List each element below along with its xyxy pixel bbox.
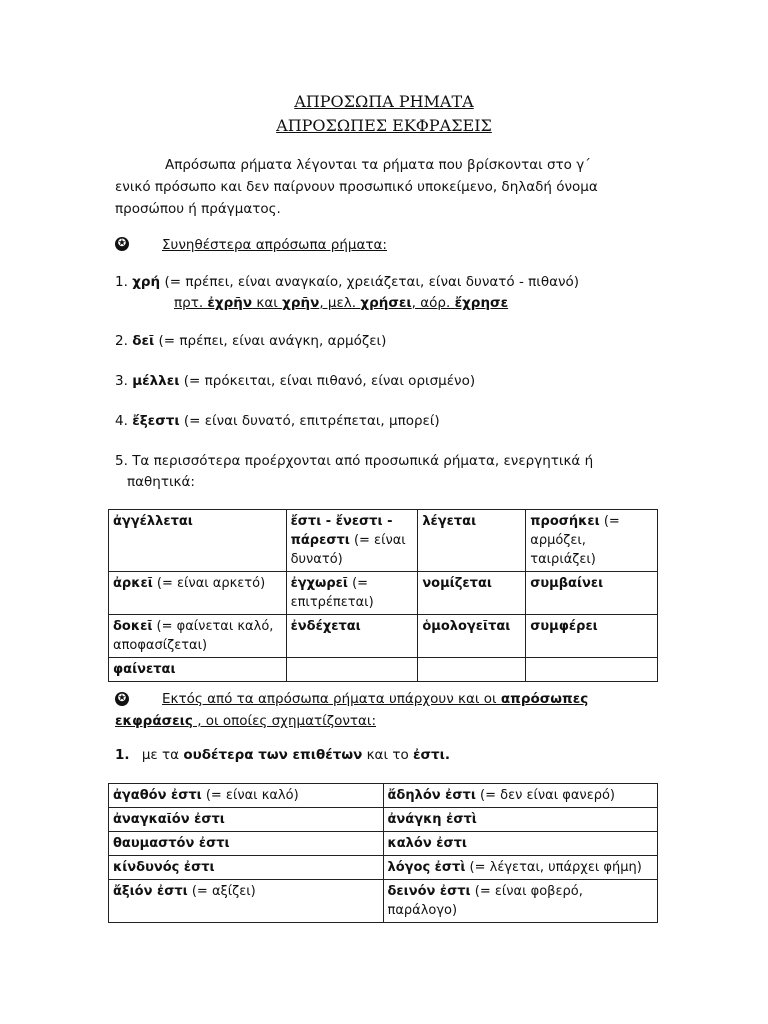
list-item [115,271,675,293]
item-term: ἐστι. [413,747,451,763]
section-heading-text: Συνηθέστερα απρόσωπα ρήματα: [162,237,387,253]
table-cell [286,658,418,682]
impersonal-verbs-table [108,509,658,682]
table-row [109,880,658,923]
expression-term: καλόν ἐστι [387,836,467,851]
expression-term: λόγος ἐστὶ [387,860,466,875]
heading-text: , οι οποίες σχηματίζονται: [192,713,377,729]
table-cell [109,880,384,923]
table-cell [383,808,658,832]
verb-gloss: (= είναι δυνατό, επιτρέπεται, μπορεί) [179,413,440,429]
verb-gloss: (= πρόκειται, είναι πιθανό, είναι ορισμένο) [179,373,476,389]
item-number: 2. [115,333,128,349]
intro-paragraph [115,154,655,220]
expression-gloss: (= είναι καλό) [201,788,299,803]
impersonal-expressions-table [108,783,658,923]
expression-term: ἀνάγκη ἐστὶ [387,812,477,827]
item-text: και το [362,747,413,763]
table-cell [383,880,658,923]
item-text: με τα [141,747,184,763]
heading-term: εκφράσεις [115,713,193,729]
table-cell [383,832,658,856]
verb-term: ὁμολογεῖται [422,619,511,634]
verb-term: ἔξεστι [132,413,180,429]
section-heading-text [115,688,655,710]
verb-form: ἐχρῆν [207,295,253,311]
verb-form: χρῆν [282,295,320,311]
form-label: πρτ. [174,295,208,311]
expression-gloss: (= είναι φοβερό, παράλογο) [387,884,583,918]
expression-term: ἀναγκαῖόν ἐστι [113,812,225,827]
table-row [109,615,658,658]
item-text: Τα περισσότερα προέρχονται από προσωπικά ρήματα, ενεργητικά ή [132,453,594,469]
list-item [115,450,675,472]
expression-gloss: (= λέγεται, υπάρχει φήμη) [465,860,642,875]
item-number: 1. [115,274,128,290]
verb-term: συμβαίνει [530,576,604,591]
table-cell [109,832,384,856]
page-title: ΑΠΡΟΣΩΠΑ ΡΗΜΑΤΑ [294,92,474,111]
heading-text: Εκτός από τα απρόσωπα ρήματα υπάρχουν και οι [162,691,501,707]
table-cell [109,658,287,682]
table-cell [286,572,418,615]
verb-term: συμφέρει [530,619,598,634]
form-label: , αόρ. [411,295,455,311]
table-row [109,832,658,856]
verb-term: χρή [132,274,161,290]
verb-term: φαίνεται [113,662,176,677]
table-cell [109,784,384,808]
table-cell [526,658,658,682]
list-item [115,410,675,432]
item-number: 5. [115,453,128,469]
table-cell [383,784,658,808]
item-number: 4. [115,413,128,429]
page-subtitle: ΑΠΡΟΣΩΠΕΣ ΕΚΦΡΑΣΕΙΣ [276,116,492,135]
bullet-star-icon: ✪ [115,237,129,251]
table-row [109,658,658,682]
verb-gloss: (= φαίνεται καλό, αποφασίζεται) [113,619,274,653]
table-cell [109,808,384,832]
verb-term: ἀρκεῖ [113,576,153,591]
list-item [115,744,675,766]
table-cell [418,510,526,572]
table-cell [109,572,287,615]
table-cell [109,615,287,658]
verb-term: δοκεῖ [113,619,153,634]
expression-term: κίνδυνός ἐστι [113,860,215,875]
section-heading-text [115,710,655,732]
verb-gloss: (= αρμόζει, ταιριάζει) [530,514,620,567]
heading-term: απρόσωπες [500,691,589,707]
table-row [109,808,658,832]
verb-term: προσήκει [530,514,600,529]
expression-term: ἄδηλόν ἐστι [387,788,476,803]
verb-term: δεῖ [132,333,155,349]
expression-gloss: (= δεν είναι φανερό) [475,788,615,803]
table-cell [418,615,526,658]
intro-line: προσώπου ή πράγματος. [115,201,281,217]
table-row [109,572,658,615]
table-cell [286,615,418,658]
verb-term: ἔστι - ἔνεστι - πάρεστι [290,514,393,548]
table-row [109,784,658,808]
verb-form: ἔχρησε [454,295,509,311]
table-cell [109,856,384,880]
verb-forms-line [174,292,734,314]
table-cell [526,572,658,615]
table-cell [418,572,526,615]
table-row [109,856,658,880]
item-number: 3. [115,373,128,389]
verb-term: ἐνδέχεται [290,619,361,634]
table-cell [526,510,658,572]
table-row [109,510,658,572]
item-text-continued: παθητικά: [127,474,195,490]
item-number: 1. [115,747,130,763]
expression-term: ἄξιόν ἐστι [113,884,188,899]
table-cell [286,510,418,572]
verb-term: νομίζεται [422,576,492,591]
item-term: ουδέτερα των επιθέτων [183,747,363,763]
form-label: , μελ. [319,295,361,311]
verb-gloss: (= πρέπει, είναι αναγκαίο, χρειάζεται, είναι δυνατό - πιθανό) [160,274,580,290]
expression-term: δεινόν ἐστι [387,884,471,899]
list-item [115,330,675,352]
table-cell [526,615,658,658]
table-cell [418,658,526,682]
verb-term: ἀγγέλλεται [113,514,193,529]
verb-gloss: (= είναι αρκετό) [152,576,266,591]
table-cell [383,856,658,880]
bullet-star-icon: ✪ [115,692,129,706]
section-heading-expressions [115,688,655,732]
table-cell [109,510,287,572]
verb-gloss: (= επιτρέπεται) [290,576,374,610]
intro-line: Απρόσωπα ρήματα λέγονται τα ρήματα που βρίσκονται στο γ΄ [165,157,591,173]
verb-term: λέγεται [422,514,477,529]
intro-line: ενικό πρόσωπο και δεν παίρνουν προσωπικό υποκείμενο, δηλαδή όνομα [115,179,598,195]
verb-gloss: (= πρέπει, είναι ανάγκη, αρμόζει) [154,333,387,349]
verb-term: μέλλει [132,373,180,389]
verb-form: χρήσει [360,295,412,311]
form-label: και [252,295,283,311]
verb-term: ἐγχωρεῖ [290,576,348,591]
expression-term: ἀγαθόν ἐστι [113,788,202,803]
verb-gloss: (= είναι δυνατό) [290,533,406,567]
list-item [115,370,675,392]
expression-term: θαυμαστόν ἐστι [113,836,230,851]
expression-gloss: (= αξίζει) [187,884,256,899]
